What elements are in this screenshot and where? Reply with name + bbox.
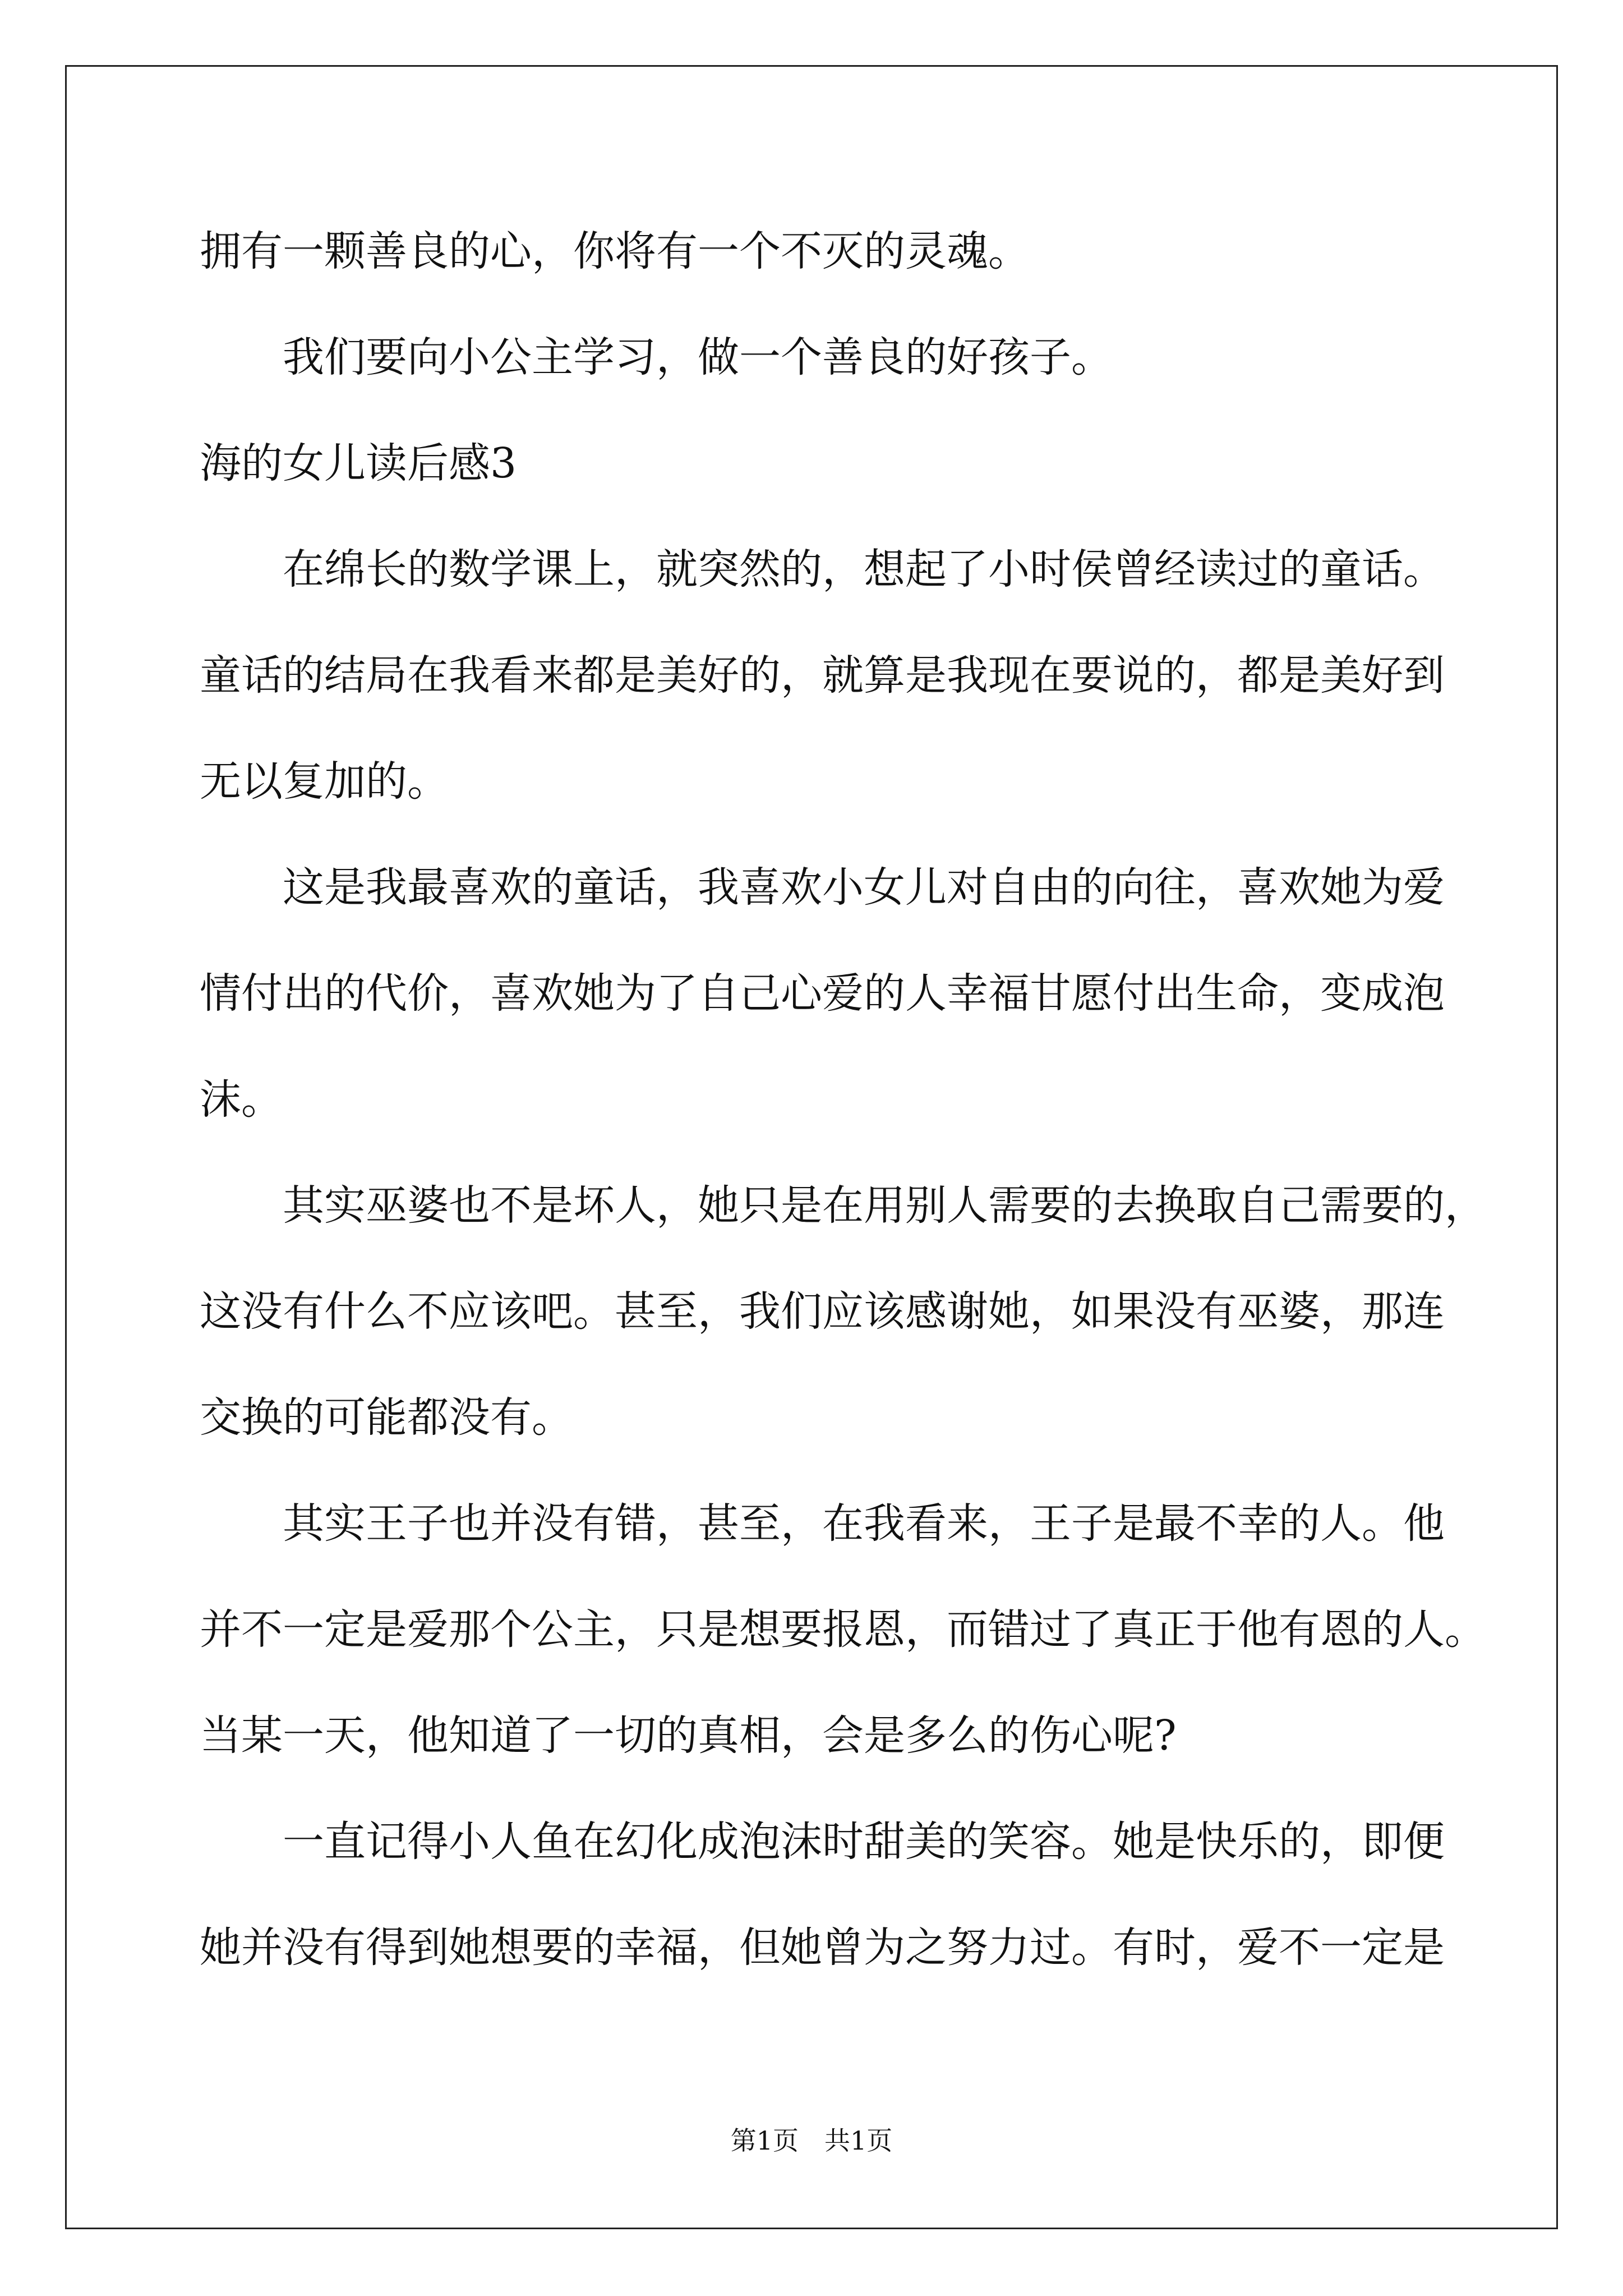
- text-line: 我们要向小公主学习，做一个善良的好孩子。: [283, 333, 1113, 381]
- text-line: 当某一天，他知道了一切的真相，会是多么的伤心呢?: [200, 1711, 1177, 1760]
- text-line: 情付出的代价，喜欢她为了自己心爱的人幸福甘愿付出生命，变成泡: [200, 969, 1445, 1018]
- text-line: 在绵长的数学课上，就突然的，想起了小时侯曾经读过的童话。: [283, 545, 1445, 593]
- text-line: 她并没有得到她想要的幸福，但她曾为之努力过。有时，爱不一定是: [200, 1924, 1445, 1972]
- page-footer: 第1页 共1页: [730, 2125, 893, 2156]
- text-line: 并不一定是爱那个公主，只是想要报恩，而错过了真正于他有恩的人。: [200, 1605, 1486, 1654]
- text-line: 一直记得小人鱼在幻化成泡沫时甜美的笑容。她是快乐的，即便: [283, 1818, 1445, 1866]
- text-line: 童话的结局在我看来都是美好的，就算是我现在要说的，都是美好到: [200, 651, 1445, 700]
- text-line: 交换的可能都没有。: [200, 1393, 573, 1442]
- text-line: 沫。: [200, 1075, 283, 1124]
- text-line: 无以复加的。: [200, 757, 449, 806]
- section-heading: 海的女儿读后感3: [200, 439, 517, 487]
- page-border: [65, 65, 1558, 2229]
- text-line: 其实王子也并没有错，甚至，在我看来，王子是最不幸的人。他: [283, 1499, 1445, 1548]
- text-line: 拥有一颗善良的心，你将有一个不灭的灵魂。: [200, 227, 1030, 275]
- text-line: 这是我最喜欢的童话，我喜欢小女儿对自由的向往，喜欢她为爱: [283, 863, 1445, 912]
- text-line: 这没有什么不应该吧。甚至，我们应该感谢她，如果没有巫婆，那连: [200, 1287, 1445, 1336]
- text-line: 其实巫婆也不是坏人，她只是在用别人需要的去换取自己需要的，: [283, 1181, 1486, 1230]
